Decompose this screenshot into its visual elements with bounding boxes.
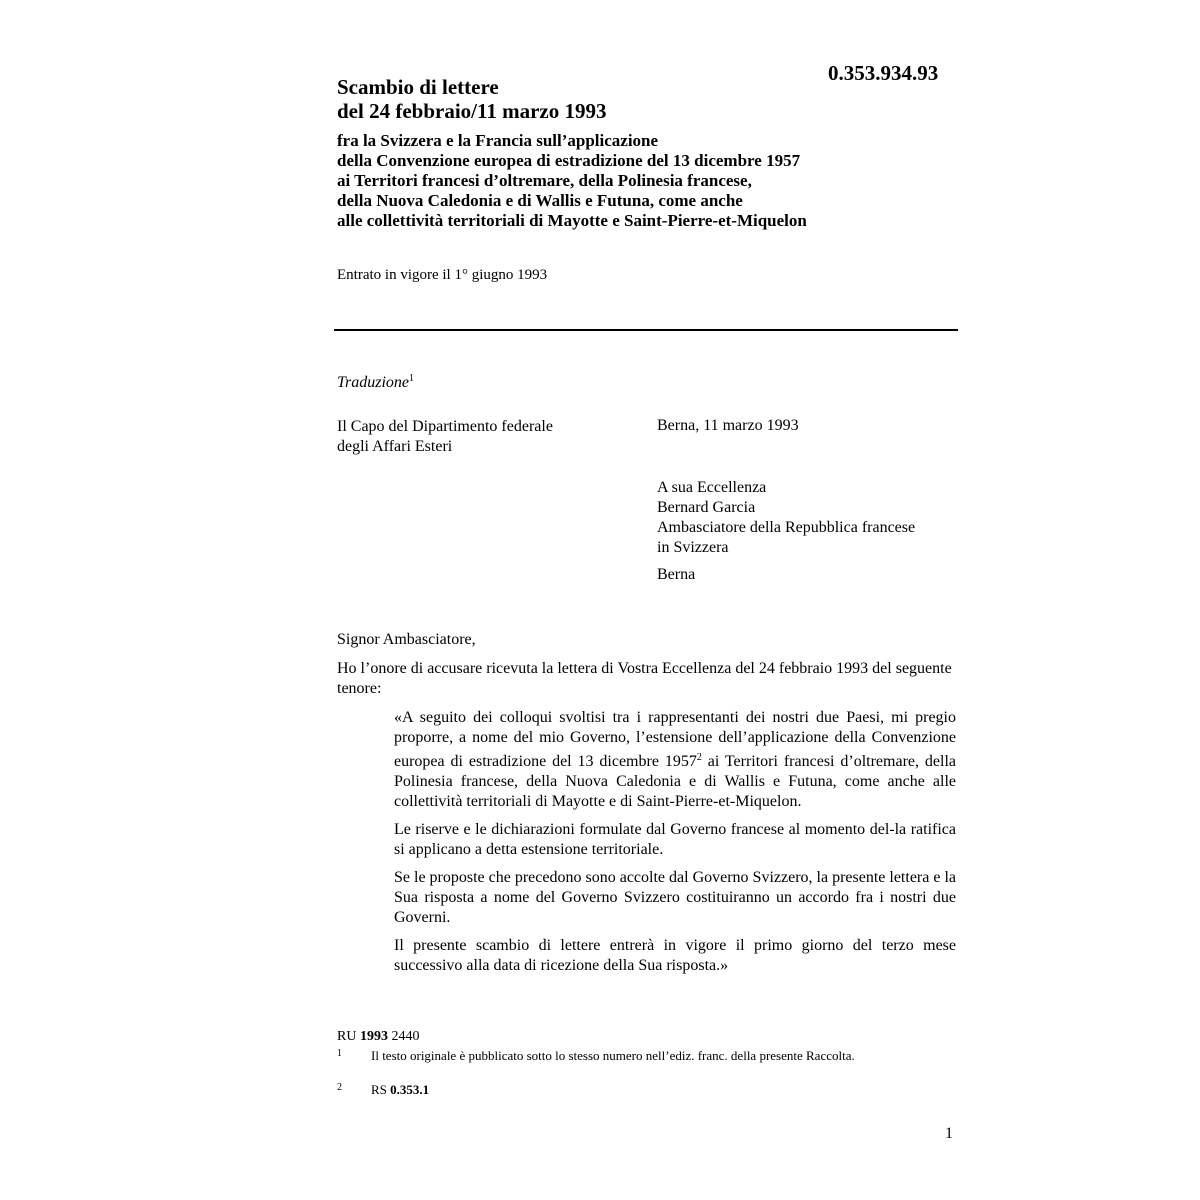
footnote-number: 2 <box>337 1082 342 1093</box>
salutation: Signor Ambasciatore, <box>337 631 476 648</box>
subtitle-line: della Nuova Caledonia e di Wallis e Futuna, come anche <box>337 191 743 210</box>
addressee-line: Ambasciatore della Repubblica francese <box>657 519 916 536</box>
subtitle-line: fra la Svizzera e la Francia sull’applicazione <box>337 131 659 150</box>
ru-prefix: RU <box>337 1029 360 1044</box>
quote-paragraph <box>394 708 956 812</box>
intro-paragraph: Ho l’onore di accusare ricevuta la lettera di Vostra Eccellenza del 24 febbraio 1993 del seguente tenore: <box>337 660 952 697</box>
sender-line: Il Capo del Dipartimento federale <box>337 418 553 435</box>
subtitle-line: alle collettività territoriali di Mayotte e Saint-Pierre-et-Miquelon <box>337 211 807 230</box>
footnote-number: 1 <box>337 1048 342 1059</box>
addressee-city: Berna <box>657 566 696 583</box>
addressee-line: in Svizzera <box>657 539 729 556</box>
place-date: Berna, 11 marzo 1993 <box>657 417 799 434</box>
addressee-line: A sua Eccellenza <box>657 479 767 496</box>
quoted-letter <box>394 708 956 984</box>
horizontal-rule <box>334 329 958 331</box>
sender-block <box>337 417 553 457</box>
translation-label <box>337 373 414 392</box>
footnote-1 <box>337 1048 937 1064</box>
subtitle-line: della Convenzione europea di estradizione del 13 dicembre 1957 <box>337 151 801 170</box>
document-number: 0.353.934.93 <box>828 61 939 85</box>
addressee-block <box>657 478 915 558</box>
footnote-prefix: RS <box>371 1082 391 1097</box>
title-line: del 24 febbraio/11 marzo 1993 <box>337 99 607 123</box>
quote-paragraph: Le riserve e le dichiarazioni formulate dal Governo francese al momento del-la ratifica si applicano a detta estensione territoriale. <box>394 821 956 858</box>
document-title <box>337 75 606 123</box>
subtitle-line: ai Territori francesi d’oltremare, della Polinesia francese, <box>337 171 752 190</box>
document-subtitle <box>337 131 807 231</box>
entry-into-force: Entrato in vigore il 1° giugno 1993 <box>337 267 548 283</box>
footnote-text: Il testo originale è pubblicato sotto lo stesso numero nell’ediz. franc. della presente Raccolta. <box>371 1048 855 1063</box>
title-line: Scambio di lettere <box>337 75 499 99</box>
ru-year: 1993 <box>359 1029 388 1044</box>
addressee-line: Bernard Garcia <box>657 499 756 516</box>
footnote-ref[interactable]: 1 <box>409 373 415 384</box>
sender-line: degli Affari Esteri <box>337 438 453 455</box>
footnote-ref[interactable]: 2 <box>696 752 702 763</box>
quote-paragraph: Se le proposte che precedono sono accolte dal Governo Svizzero, la presente lettera e la Sua risposta a nome del Governo Svizzero costituiranno un accordo fra i nostri due Governi. <box>394 869 956 926</box>
page-number: 1 <box>945 1125 953 1142</box>
footnote-text <box>371 1082 937 1098</box>
footnote-2 <box>337 1082 937 1098</box>
translation-text: Traduzione <box>337 374 410 391</box>
quote-paragraph: Il presente scambio di lettere entrerà in vigore il primo giorno del terzo mese successivo alla data di ricezione della Sua risposta.» <box>394 937 956 974</box>
quote-text: ai Territori francesi d’oltremare, della Polinesia francese, della Nuova Caledonia e di Wallis e Futuna, come anche alle collettività territoriali di Mayotte e di Saint-Pierre-et-Miquelon. <box>394 753 956 810</box>
ru-page: 2440 <box>387 1029 420 1044</box>
quote-text: «A seguito dei colloqui svoltisi tra i rappresentanti dei nostri due Paesi, mi pregio proporre, a nome del mio Governo, l’estensione dell’applicazione della Convenzione europea di estradizione del 13 dicembre 1957 <box>394 709 956 770</box>
footnote-ref-number[interactable]: 0.353.1 <box>390 1082 430 1097</box>
ru-reference <box>337 1029 419 1045</box>
